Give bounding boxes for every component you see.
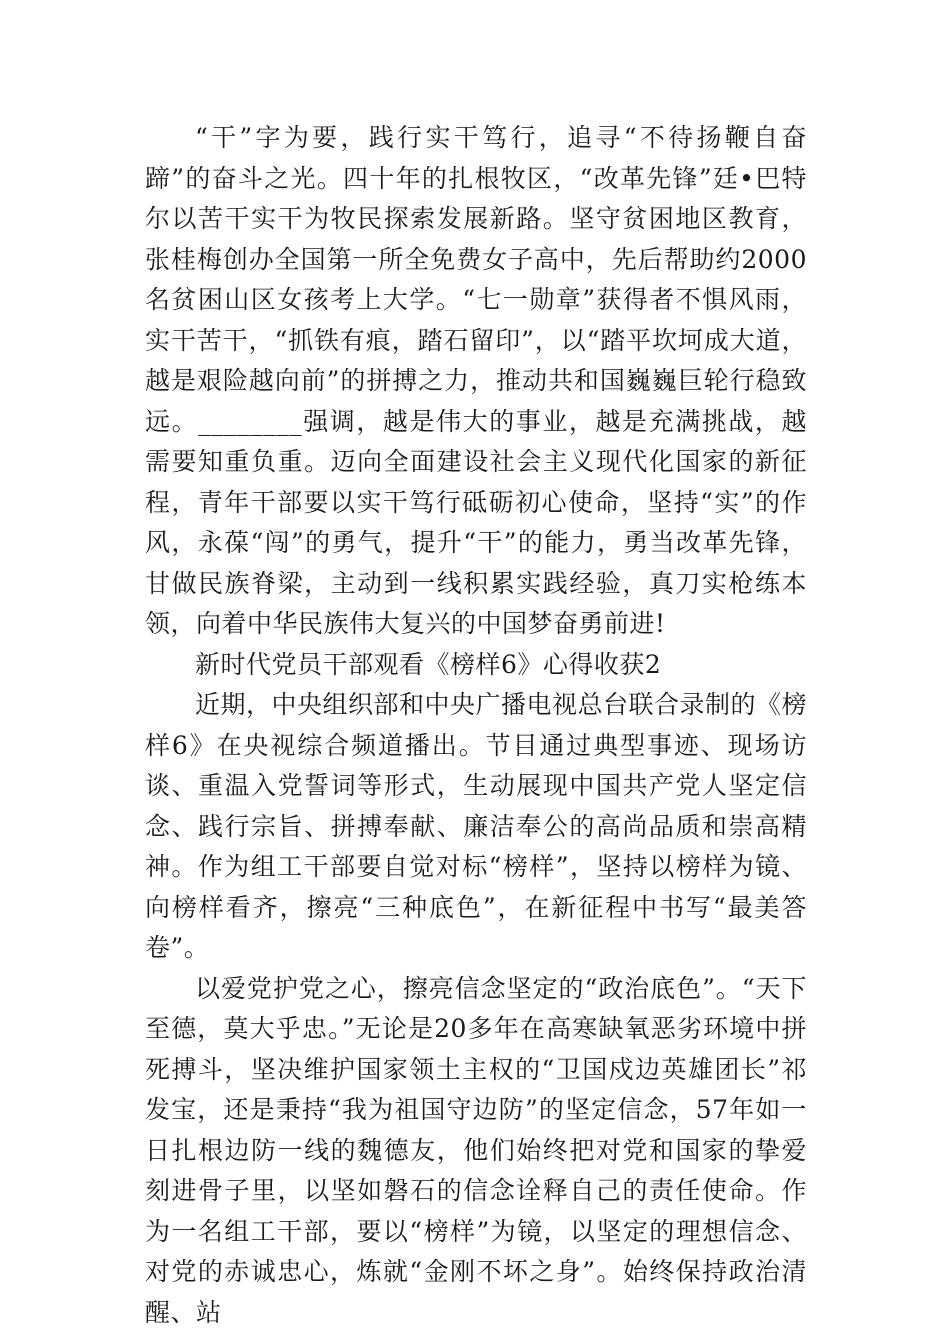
body-paragraph: 近期，中央组织部和中央广播电视总台联合录制的《榜样6》在央视综合频道播出。节目通过典型事迹、现场访谈、重温入党誓词等形式，生动展现中国共产党人坚定信念、践行宗旨、拼搏奉献、廉洁奉公的高尚品质和崇高精神。作为组工干部要自觉对标“榜样”，坚持以榜样为镜、向榜样看齐，擦亮“三种底色”，在新征程中书写“最美答卷”。 [145,690,808,962]
body-paragraph: 以爱党护党之心，擦亮信念坚定的“政治底色”。“天下至德，莫大乎忠。”无论是20多年在高寒缺氧恶劣环境中拼死搏斗，坚决维护国家领土主权的“卫国戍边英雄团长”祁发宝，还是秉持“我为祖国守边防”的坚定信念，57年如一日扎根边防一线的魏德友，他们始终把对党和国家的挚爱刻进骨子里，以坚如磐石的信念诠释自己的责任使命。作为一名组工干部，要以“榜样”为镜，以坚定的理想信念、对党的赤诚忠心，炼就“金刚不坏之身”。始终保持政治清醒、站 [145,973,807,1327]
document-page [145,118,807,1333]
section-title: 新时代党员干部观看《榜样6》心得收获2 [195,649,662,679]
body-paragraph: “干”字为要，践行实干笃行，追寻“不待扬鞭自奋蹄”的奋斗之光。四十年的扎根牧区，“改革先锋”廷•巴特尔以苦干实干为牧民探索发展新路。坚守贫困地区教育，张桂梅创办全国第一所全免费女子高中，先后帮助约2000名贫困山区女孩考上大学。“七一勋章”获得者不惧风雨，实干苦干，“抓铁有痕，踏石留印”，以“踏平坎坷成大道，越是艰险越向前”的拼搏之力，推动共和国巍巍巨轮行稳致远。________强调，越是伟大的事业，越是充满挑战，越需要知重负重。迈向全面建设社会主义现代化国家的新征程，青年干部要以实干笃行砥砺初心使命，坚持“实”的作风，永葆“闯”的勇气，提升“干”的能力，勇当改革先锋，甘做民族脊梁，主动到一线积累实践经验，真刀实枪练本领，向着中华民族伟大复兴的中国梦奋勇前进! [145,123,807,638]
